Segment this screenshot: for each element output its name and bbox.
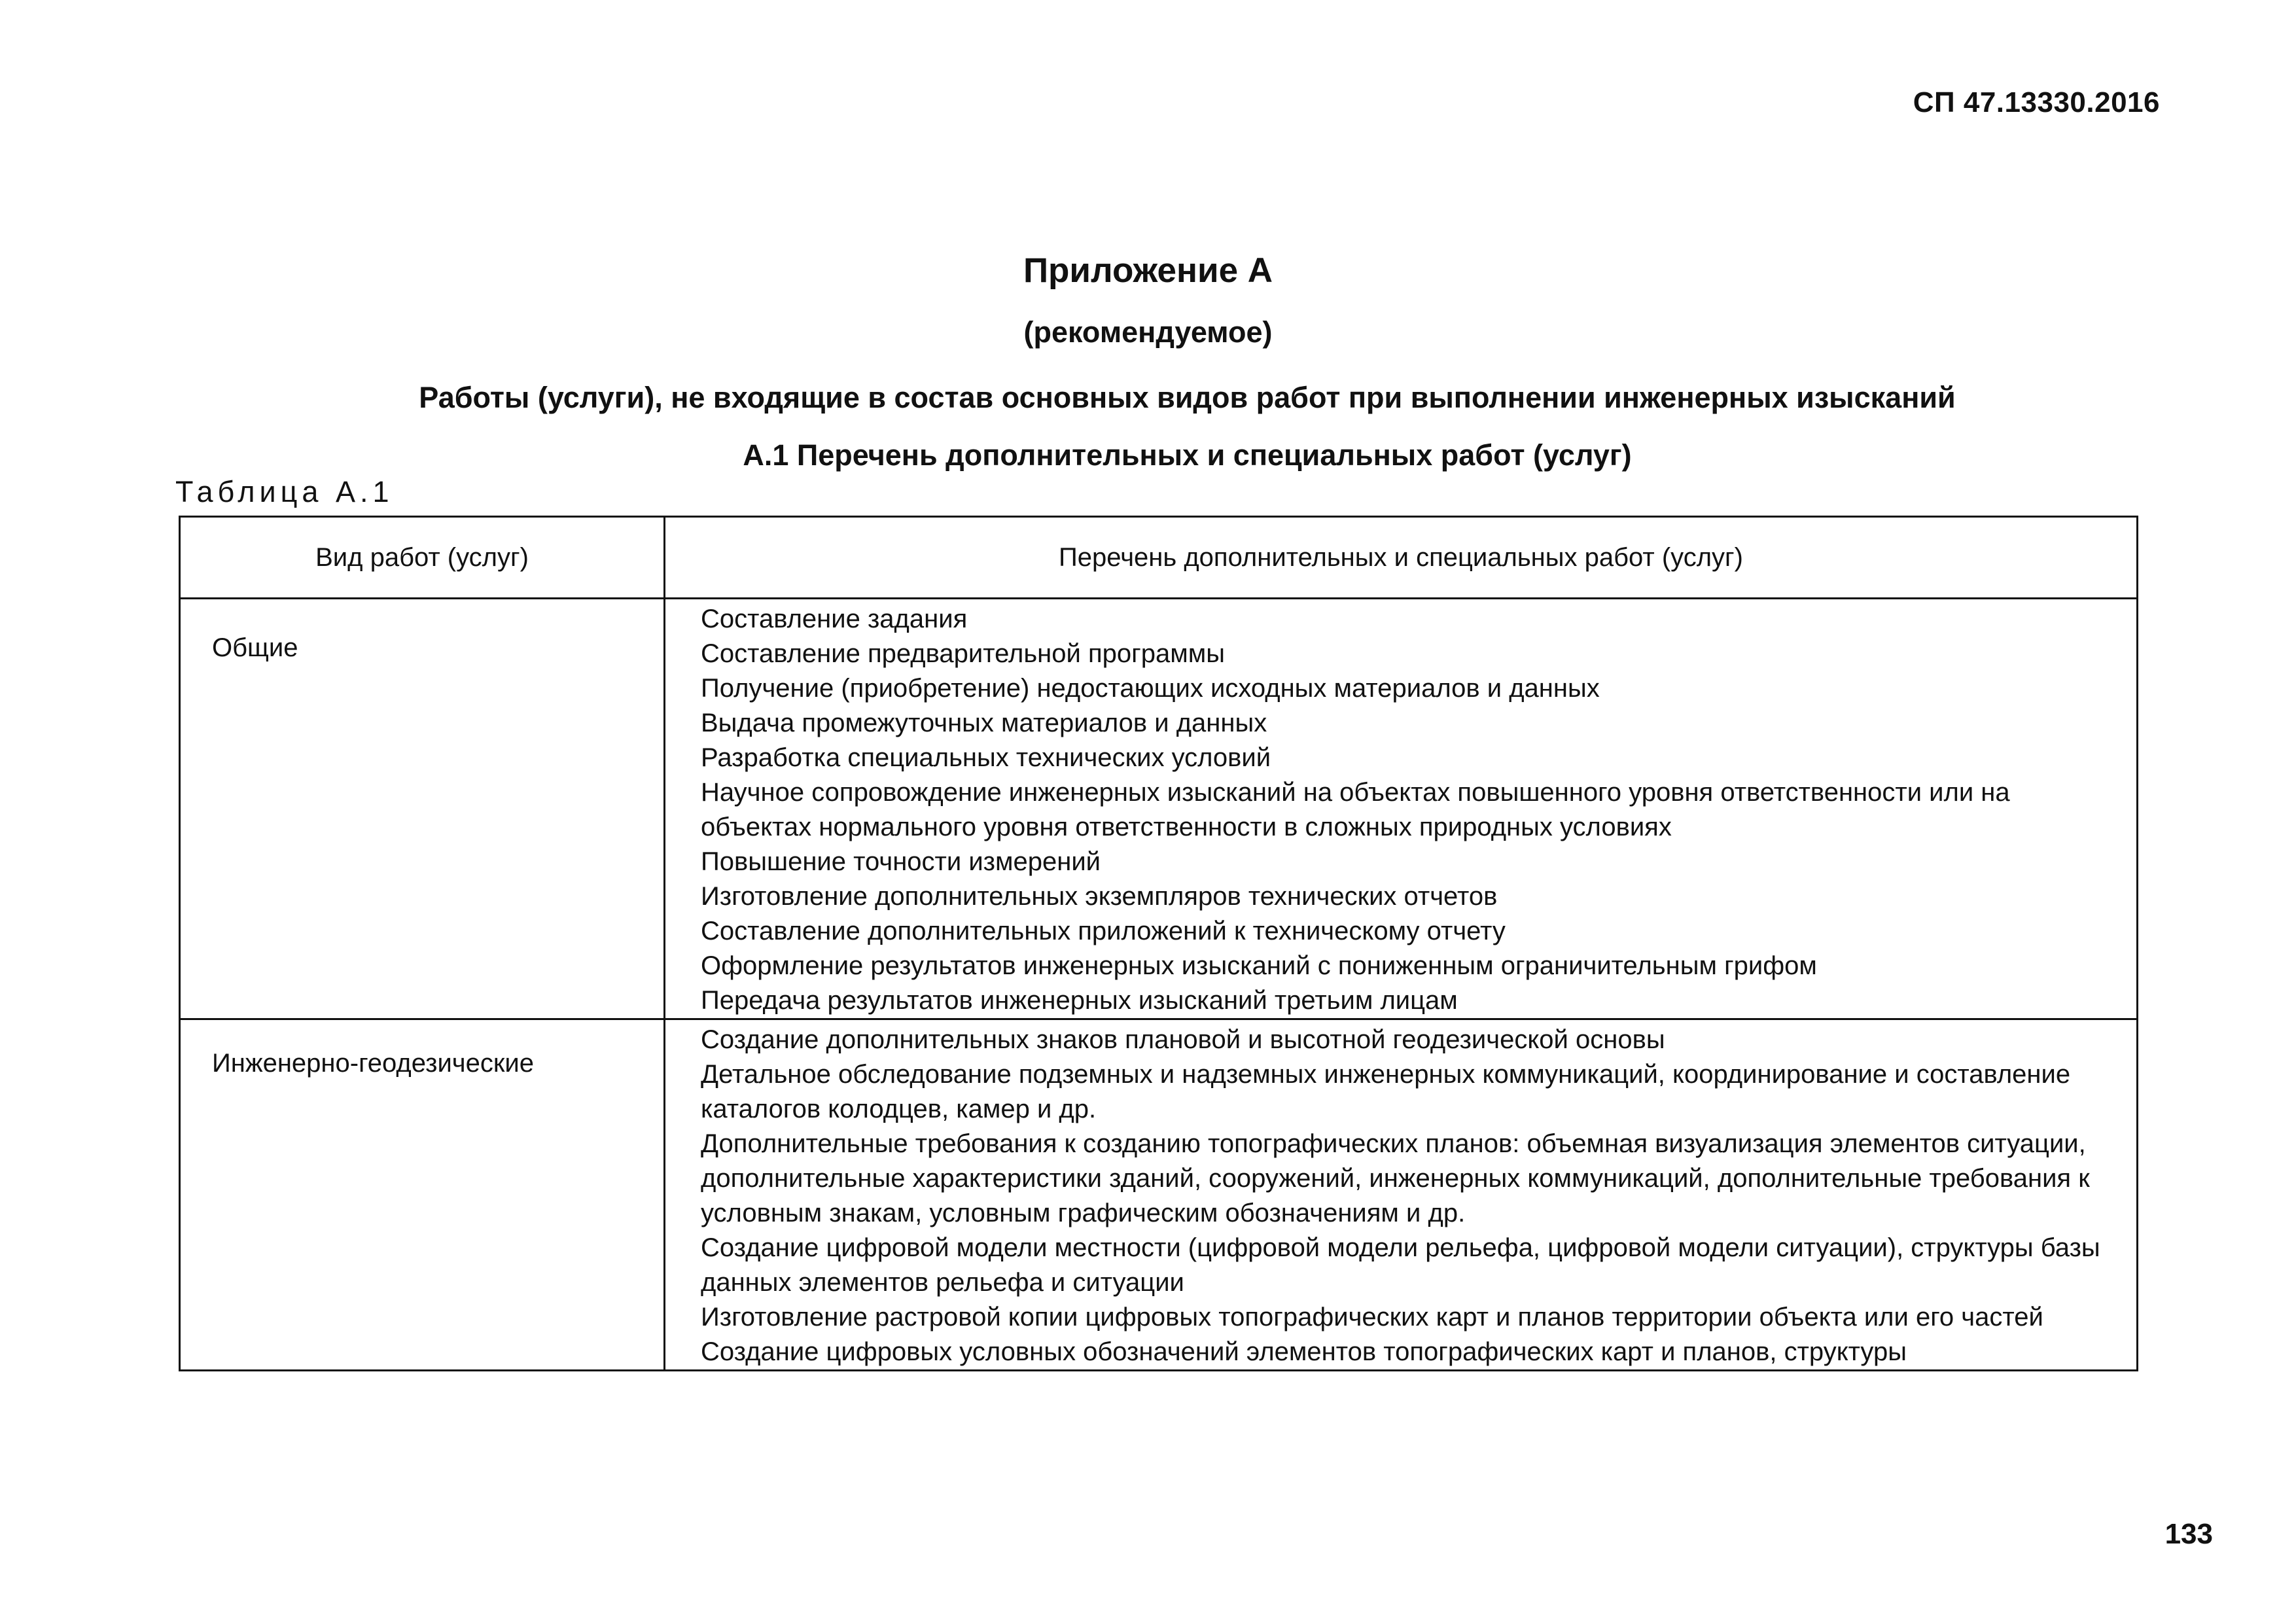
appendix-subtitle: Работы (услуги), не входящие в состав основных видов работ при выполнении инженерных изысканий: [419, 381, 1956, 414]
work-items-cell: [665, 599, 2138, 1019]
work-item: Научное сопровождение инженерных изысканий на объектах повышенного уровня ответственности или на объектах нормального уровня ответственности в сложных природных условиях: [701, 778, 2010, 841]
table-caption: Таблица А.1: [175, 475, 394, 508]
work-item: Дополнительные требования к созданию топографических планов: объемная визуализация элементов ситуации, дополнительные характеристики зданий, сооружений, инженерных коммуникаций, дополнительные требования к условным знакам, условным графическим обозначениям и др.: [701, 1129, 2090, 1227]
work-item: Детальное обследование подземных и надземных инженерных коммуникаций, координирование и составление каталогов колодцев, камер и др.: [701, 1060, 2071, 1123]
document-code: СП 47.13330.2016: [1913, 86, 2160, 118]
table-row: [180, 1019, 2138, 1371]
work-item: Изготовление растровой копии цифровых топографических карт и планов территории объекта или его частей: [701, 1303, 2043, 1331]
work-item: Создание цифровой модели местности (цифровой модели рельефа, цифровой модели ситуации), структуры базы данных элементов рельефа и ситуации: [701, 1233, 2100, 1297]
work-item: Создание цифровых условных обозначений элементов топографических карт и планов, структуры: [701, 1337, 1907, 1366]
table-row: [180, 599, 2138, 1019]
work-kind-cell: Общие: [180, 599, 665, 1019]
works-table: [179, 516, 2138, 1371]
work-item: Оформление результатов инженерных изысканий с пониженным ограничительным грифом: [701, 951, 1817, 980]
work-item: Составление задания: [701, 605, 968, 633]
page-number: 133: [2164, 1518, 2213, 1550]
appendix-title: Приложение А: [1023, 251, 1273, 290]
work-items-cell: [665, 1019, 2138, 1371]
work-item: Разработка специальных технических условий: [701, 743, 1271, 772]
table-header-row: [180, 517, 2138, 599]
appendix-status: (рекомендуемое): [1023, 315, 1273, 349]
column-header-list: Перечень дополнительных и специальных работ (услуг): [665, 517, 2138, 599]
work-kind-cell: Инженерно-геодезические: [180, 1019, 665, 1371]
work-item: Передача результатов инженерных изысканий третьим лицам: [701, 986, 1458, 1015]
work-item: Получение (приобретение) недостающих исходных материалов и данных: [701, 674, 1600, 703]
work-item: Изготовление дополнительных экземпляров технических отчетов: [701, 882, 1498, 911]
work-item: Выдача промежуточных материалов и данных: [701, 709, 1267, 737]
work-item: Повышение точности измерений: [701, 847, 1101, 876]
column-header-kind: Вид работ (услуг): [180, 517, 665, 599]
section-title: А.1 Перечень дополнительных и специальных работ (услуг): [743, 438, 1632, 472]
work-item: Создание дополнительных знаков плановой и высотной геодезической основы: [701, 1025, 1665, 1054]
work-item: Составление предварительной программы: [701, 639, 1225, 668]
work-item: Составление дополнительных приложений к техническому отчету: [701, 917, 1506, 945]
